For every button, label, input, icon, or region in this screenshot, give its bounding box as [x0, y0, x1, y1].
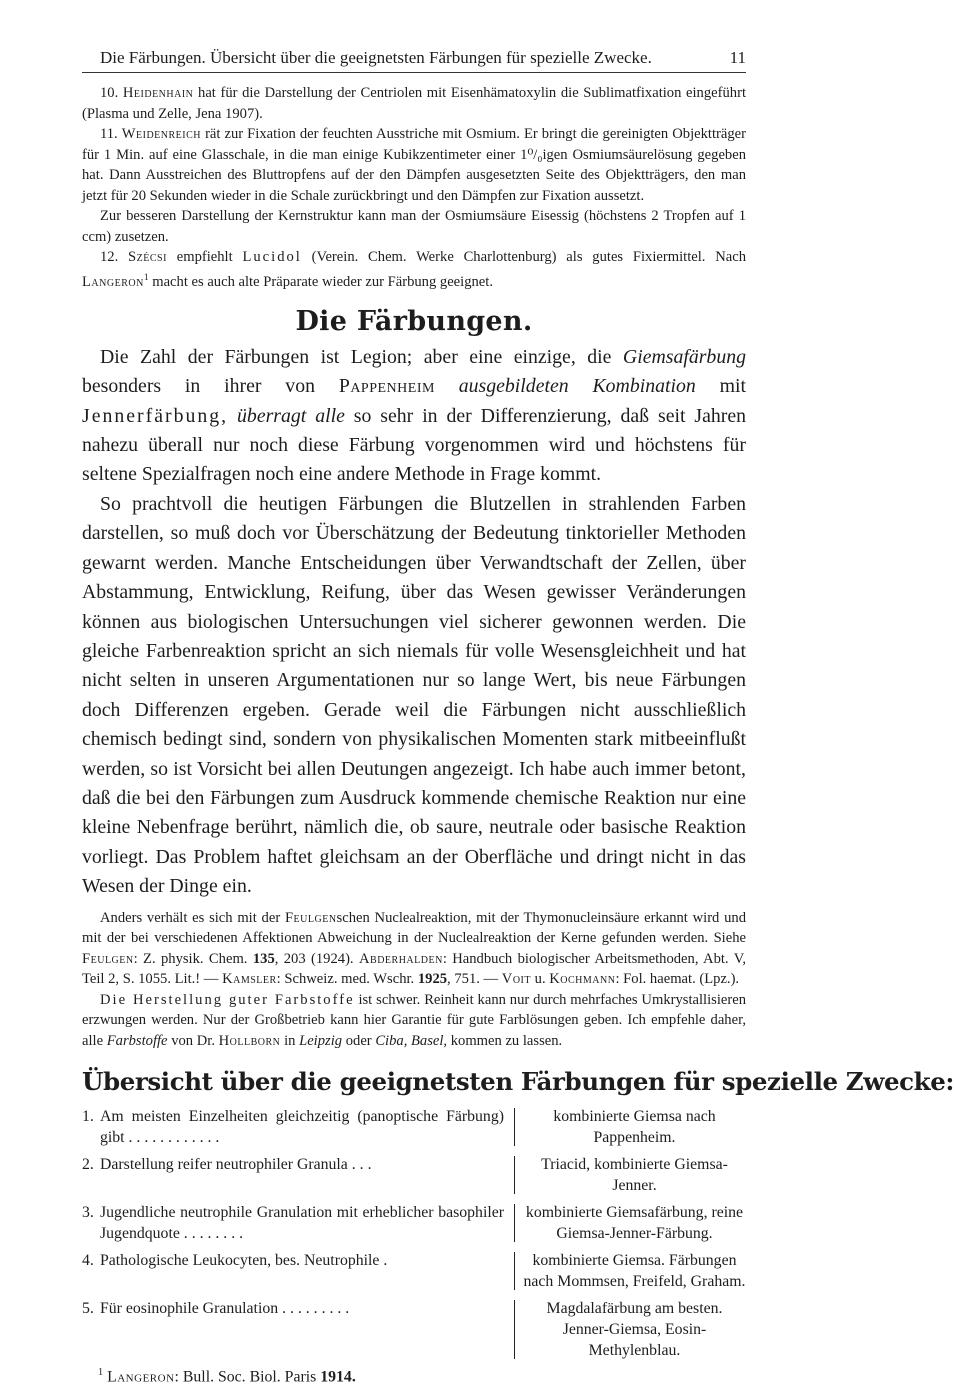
row-left	[82, 1106, 504, 1148]
table-row	[82, 1202, 746, 1244]
ciba: Ciba, Basel,	[375, 1032, 448, 1049]
author-hollborn: Hollborn	[218, 1032, 281, 1049]
overview-title: Übersicht über die geeignetsten Färbungen für spezielle Zwecke:	[82, 1067, 954, 1097]
running-header	[82, 46, 746, 73]
table-row	[82, 1106, 746, 1148]
item-11: 11. Weidenreich rät zur Fixation der feuchten Ausstriche mit Osmium. Er bringt die gereinigten Objektträger für 1 Min. auf eine Glasschale, in die man einige Kubikzentimeter einer 1⁰/₀igen Osmiumsäurelösung gegeben hat. Dann Ausstreichen des Bluttropfens auf der den Dämpfen ausgesetzten Seite des Objektträgers, den man jetzt für 20 Sekunden wieder in die Schale zurückbringt und den Dämpfen zur Fixation aussetzt.	[82, 126, 746, 204]
main-a1: Die Zahl der Färbungen ist Legion; aber eine einzige, die	[100, 345, 612, 368]
header-title: Die Färbungen. Übersicht über die geeignetsten Färbungen für spezielle Zwecke.	[100, 48, 652, 67]
row-left	[82, 1250, 504, 1292]
item-10: 10. Heidenhain hat für die Darstellung der Centriolen mit Eisenhämatoxylin die Sublimatfixation eingeführt (Plasma und Zelle, Jena 1907).	[82, 85, 746, 122]
row-left	[82, 1154, 504, 1196]
footnote-author: Langeron	[107, 1368, 175, 1386]
note-spaced: Die Herstellung guter Farbstoffe	[100, 991, 355, 1008]
main-a3: mit	[719, 375, 746, 398]
row-value: kombinierte Giemsa nach Pappenheim.	[553, 1108, 716, 1147]
main-a2: besonders in ihrer von	[82, 375, 315, 398]
footnote-text: : Bull. Soc. Biol. Paris	[174, 1368, 317, 1386]
item-12: 12. Szécsi empfiehlt Lucidol (Verein. Chem. Werke Charlottenburg) als gutes Fixiermittel. Nach Langeron$^1$ macht es auch alte Präparate wieder zur Färbung geeignet.	[82, 249, 747, 290]
main-a1-italic: Giemsafärbung	[622, 345, 746, 368]
volume: 135	[252, 950, 275, 967]
brace	[504, 1204, 515, 1242]
note-b: schen Nuclealreaktion, mit der Thymonucleinsäure erkannt wird und mit der bei verschiedenen Affektionen Abweichung in der Nuclealreaktion der Kerne gefunden werden. Siehe	[82, 909, 746, 947]
note-j: ist schwer. Reinheit kann nur durch mehrfaches Umkrystallisieren erzwungen werden. Nur der Großbetrieb kann hier Garantie für gute Farblösungen geben. Ich empfehle daher, alle	[82, 991, 746, 1049]
main-a2-italic: ausgebildeten Kombination	[458, 375, 696, 398]
author-kochmann: Kochmann	[549, 971, 616, 988]
footnote-ref: 1	[143, 272, 149, 283]
page-number: 11	[729, 48, 746, 67]
main-a4: so sehr in der Differenzierung, daß seit Jahren nahezu überall nur noch diese Färbung vorgenommen wird und höchstens für seltene Spezialfragen noch eine andere Methode in Frage kommt.	[82, 404, 747, 486]
main-paragraph-2: So prachtvoll die heutigen Färbungen die Blutzellen in strahlenden Farben darstellen, so muß doch vor Überschätzung der Bedeutung tinktorieller Methoden gewarnt werden. Manche Entscheidungen über Verwandtschaft der Zellen, über Abstammung, Entwicklung, Reifung, über das Wesen gewisser Veränderungen können aus biologischen Untersuchungen viel sicherer gewonnen werden. Die gleiche Farbenreaktion spricht an sich niemals für volle Wesensgleichheit und hat nicht selten in unseren Argumentationen nur so lange Wert, bis neue Färbungen doch Differenzen ergeben. Gerade weil die Färbungen nicht ausschließlich chemisch bedingt sind, sondern von physikalischen Momenten stark mitbeeinflußt werden, so ist Vorsicht bei allen Deutungen angezeigt. Ich habe auch immer betont, daß die bei den Färbungen zum Ausdruck kommende chemische Reaktion nur eine kleine Nebenfrage berührt, nämlich die, ob saure, neutrale oder basische Reaktion vorliegt. Das Problem haftet gleichsam an der Oberfläche und dringt nicht in das Wesen der Dinge ein.	[82, 492, 746, 898]
main-a3-spaced: Jennerfärbung,	[82, 404, 229, 427]
item-11-continuation: Zur besseren Darstellung der Kernstruktur kann man der Osmiumsäure Eisessig (höchstens 2 Tropfen auf 1 ccm) zusetzen.	[82, 208, 746, 245]
note-h: u.	[534, 971, 546, 988]
year-1925: 1925	[417, 971, 448, 988]
author-weidenreich: Weidenreich	[121, 126, 202, 142]
note-m: oder	[345, 1032, 372, 1049]
table-row	[82, 1154, 746, 1196]
row-value: kombinierte Giemsafärbung, reine Giemsa-Jenner-Färbung.	[525, 1204, 744, 1243]
footnote-year: 1914.	[320, 1368, 356, 1386]
footnote	[82, 1367, 746, 1386]
table-row	[82, 1250, 746, 1292]
note-f: : Schweiz. med. Wschr.	[276, 971, 415, 988]
author-szecsi: Szécsi	[128, 249, 167, 265]
author-feulgen: Feulgen	[284, 909, 337, 926]
section-title: Die Färbungen.	[295, 305, 533, 337]
item-12-b: (Verein. Chem. Werke Charlottenburg) als gutes Fixiermittel. Nach	[311, 249, 747, 265]
author-voit: Voit	[501, 971, 531, 988]
row-label: Jugendliche neutrophile Granulation mit erheblicher basophiler Jugendquote . . . . . . . .	[100, 1204, 504, 1243]
lucidol: Lucidol	[242, 249, 302, 265]
note-d: , 203 (1924).	[274, 950, 354, 967]
note-paragraph	[82, 908, 746, 990]
page	[82, 46, 954, 1386]
note-e: : Handbuch biologischer Arbeitsmethoden, Abt. V, Teil 2, S. 1055. Lit.! —	[82, 950, 747, 988]
row-number: 4.	[82, 1252, 94, 1270]
note-c: : Z. physik. Chem.	[133, 950, 248, 967]
table-row	[82, 1298, 746, 1361]
note-paragraph-2	[82, 990, 746, 1052]
row-label: Pathologische Leukocyten, bes. Neutrophile .	[100, 1252, 388, 1270]
item-12-c: macht es auch alte Präparate wieder zur Färbung geeignet.	[152, 273, 493, 290]
farbstoffe: Farbstoffe	[106, 1032, 168, 1049]
note-l: in	[284, 1032, 296, 1049]
author-pappenheim: Pappenheim	[338, 375, 435, 398]
brace	[504, 1300, 515, 1359]
row-number: 1.	[82, 1108, 94, 1126]
overview-table	[82, 1106, 746, 1361]
row-left	[82, 1202, 504, 1244]
row-value: Triacid, kombinierte Giemsa-Jenner.	[541, 1156, 728, 1195]
author-feulgen-2: Feulgen	[82, 950, 134, 967]
row-number: 3.	[82, 1204, 94, 1222]
brace	[504, 1252, 515, 1290]
author-abderhalden: Abderhalden	[358, 950, 443, 967]
author-kamsler: Kamsler	[222, 971, 277, 988]
note-n: kommen zu lassen.	[450, 1032, 563, 1049]
main-a3-italic: überragt alle	[237, 404, 345, 427]
row-number: 5.	[82, 1300, 94, 1318]
row-value: kombinierte Giemsa. Färbungen nach Mommsen, Freifeld, Graham.	[523, 1252, 746, 1291]
item-12-a: empfiehlt	[176, 249, 233, 265]
leipzig: Leipzig	[299, 1032, 343, 1049]
brace	[504, 1156, 515, 1194]
item-11-text: rät zur Fixation der feuchten Ausstriche mit Osmium. Er bringt die gereinigten Objektträger für 1 Min. auf eine Glasschale, in die man einige Kubikzentimeter einer 1⁰/₀igen Osmiumsäurelösung gegeben hat. Dann Ausstreichen des Bluttropfens auf der den Dämpfen ausgesetzten Seite des Objektträgers, den man jetzt für 20 Sekunden wieder in die Schale zurückbringt und den Dämpfen zur Fixation aussetzt.	[82, 126, 746, 204]
brace	[504, 1108, 515, 1146]
row-left	[82, 1298, 504, 1361]
row-label: Darstellung reifer neutrophiler Granula . . .	[100, 1156, 372, 1174]
main-paragraph-1	[82, 343, 746, 490]
row-number: 2.	[82, 1156, 94, 1174]
footnote-mark: 1	[98, 1367, 104, 1379]
note-a: Anders verhält es sich mit der	[100, 909, 281, 926]
row-label: Für eosinophile Granulation . . . . . . . . .	[100, 1300, 350, 1318]
item-10-text: hat für die Darstellung der Centriolen mit Eisenhämatoxylin die Sublimatfixation eingeführt (Plasma und Zelle, Jena 1907).	[82, 85, 746, 122]
row-label: Am meisten Einzelheiten gleichzeitig (panoptische Färbung) gibt . . . . . . . . . . . .	[100, 1108, 504, 1147]
note-k: von Dr.	[171, 1032, 215, 1049]
row-value: Magdalafärbung am besten. Jenner-Giemsa, Eosin-Methylenblau.	[546, 1300, 723, 1360]
author-langeron: Langeron	[82, 273, 144, 290]
note-i: : Fol. haemat. (Lpz.).	[615, 971, 740, 988]
author-heidenhain: Heidenhain	[122, 85, 194, 101]
note-g: , 751. —	[447, 971, 499, 988]
